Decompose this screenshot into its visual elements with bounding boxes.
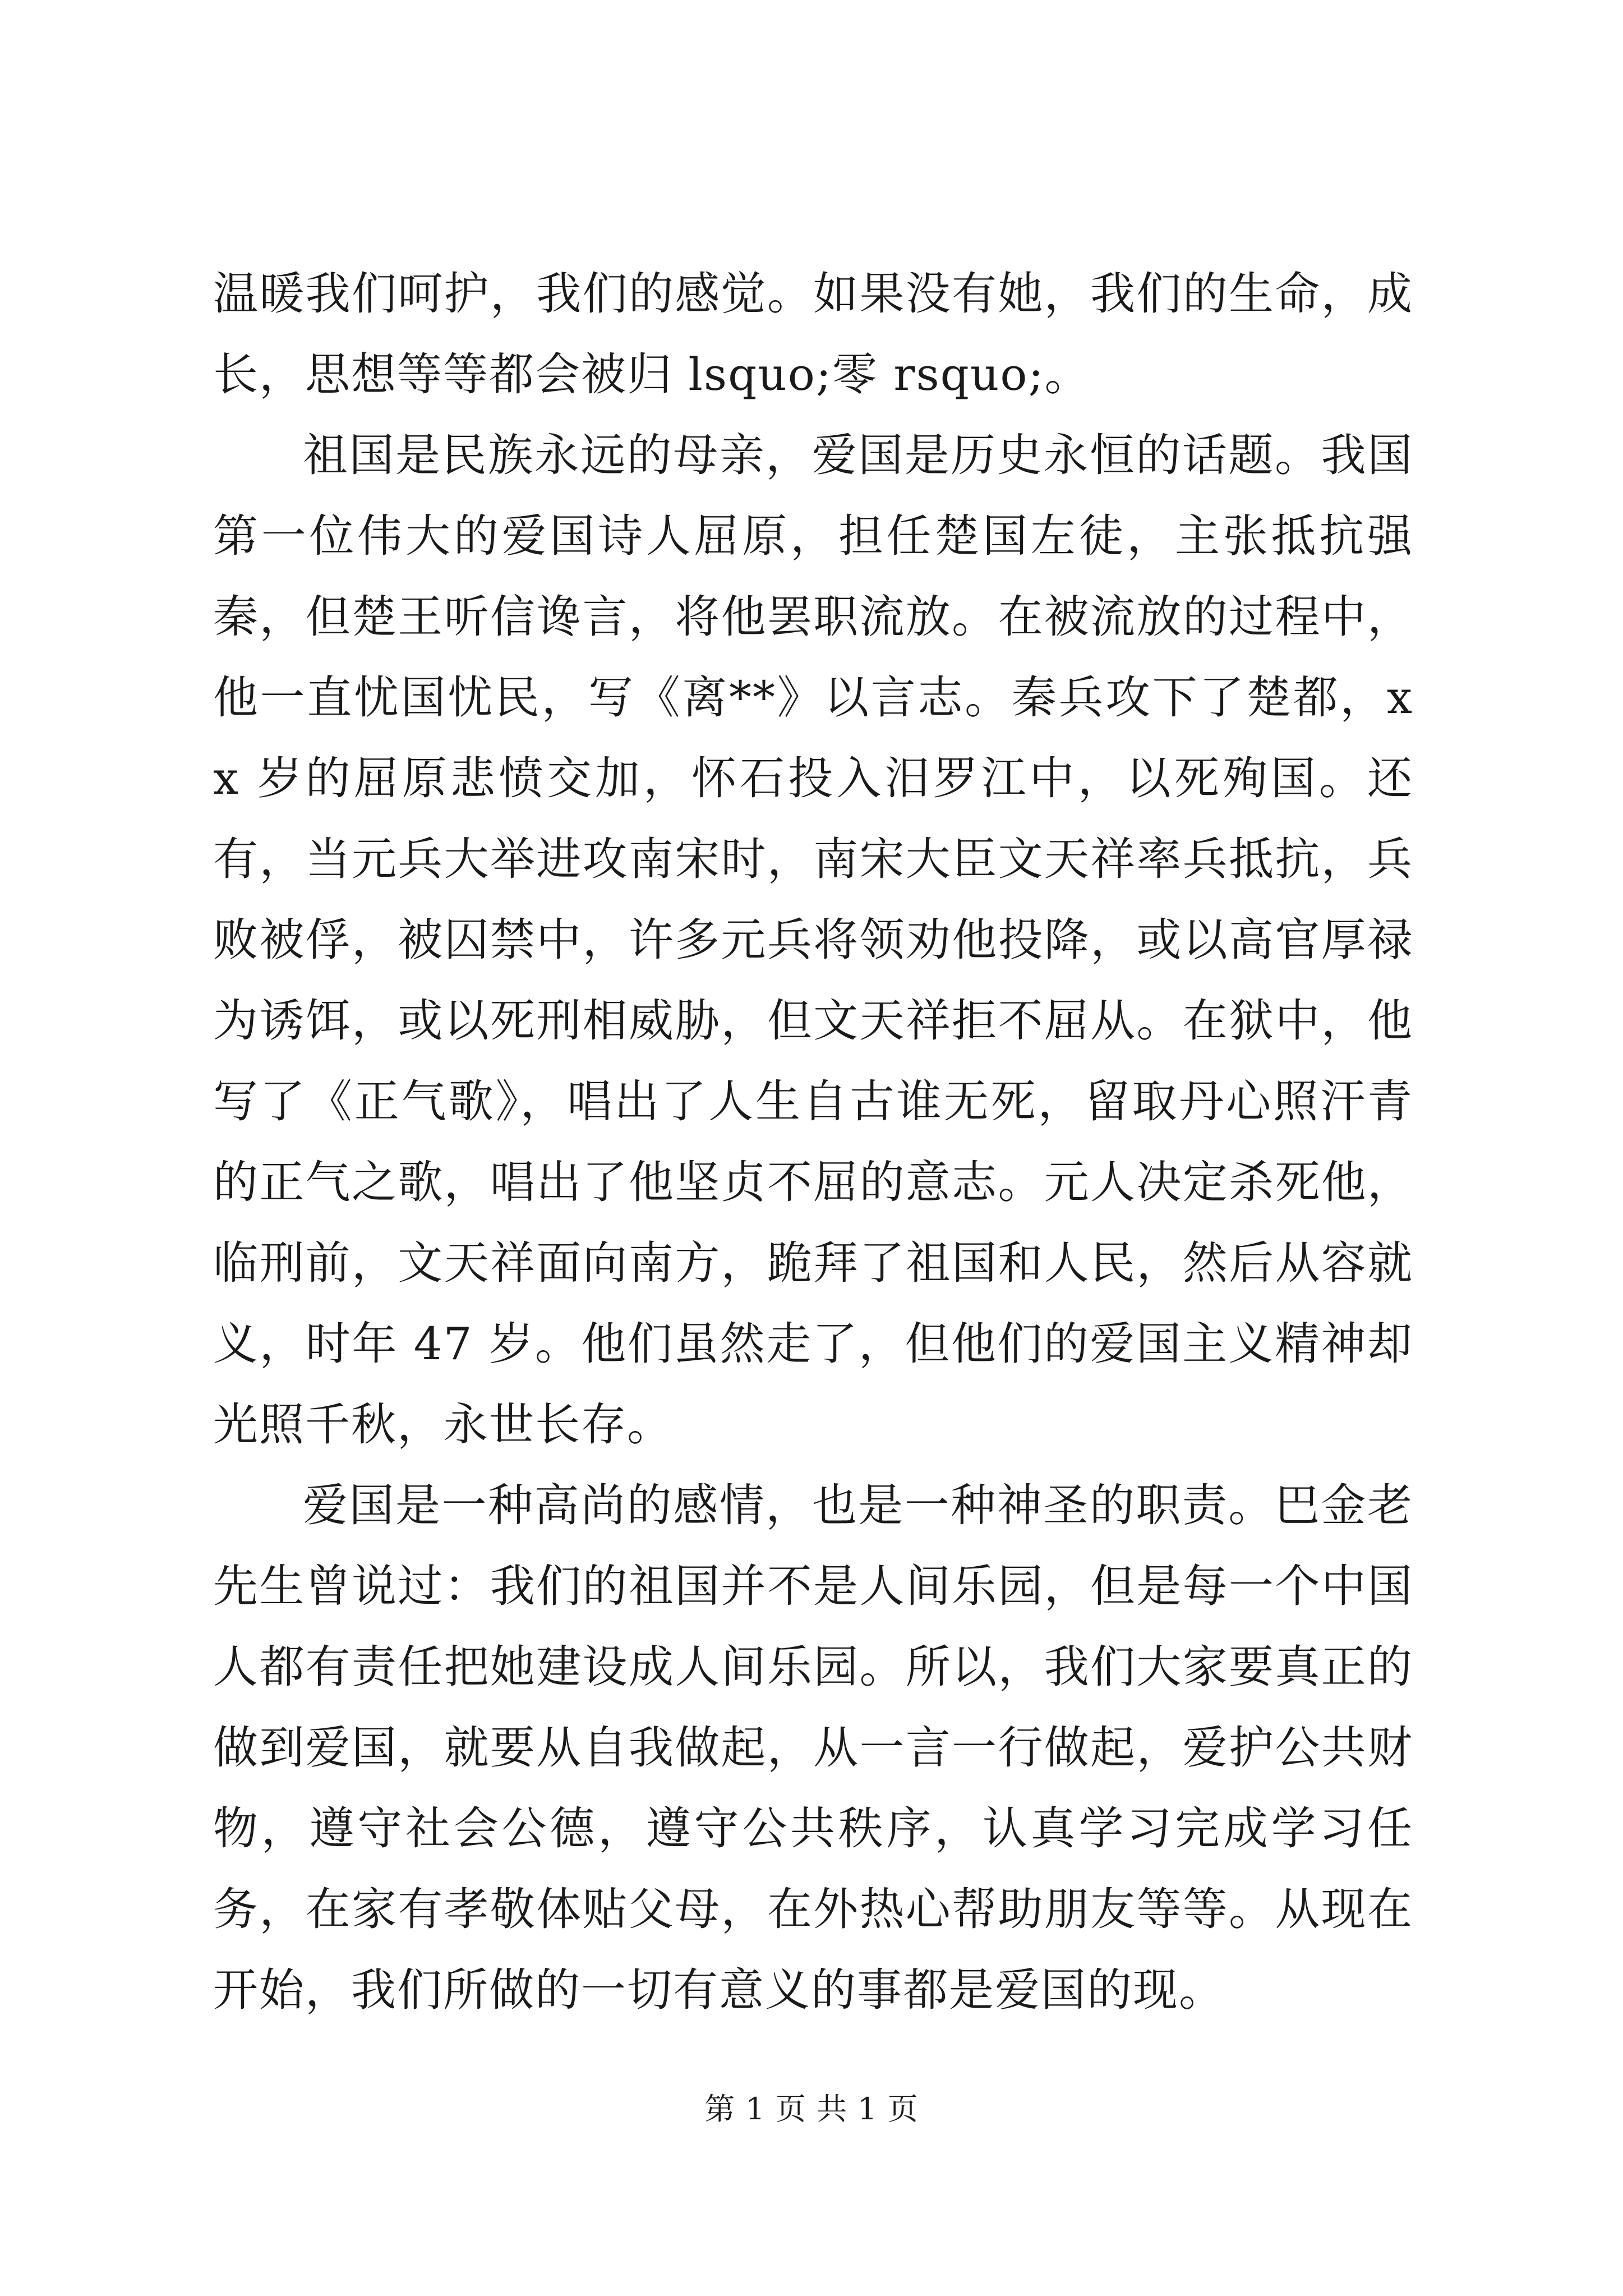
- page-footer: 第 1 页 共 1 页: [704, 2091, 919, 2127]
- paragraph-2: 祖国是民族永远的母亲，爱国是历史永恒的话题。我国第一位伟大的爱国诗人屈原，担任楚国左徒，主张抵抗强秦，但楚王听信谗言，将他罢职流放。在被流放的过程中，他一直忧国忧民，写《离**》以言志。秦兵攻下了楚都，xx 岁的屈原悲愤交加，怀石投入汨罗江中，以死殉国。还有，当元兵大举进攻南宋时，南宋大臣文天祥率兵抵抗，兵败被俘，被囚禁中，许多元兵将领劝他投降，或以高官厚禄为诱饵，或以死刑相威胁，但文天祥拒不屈从。在狱中，他写了《正气歌》，唱出了人生自古谁无死，留取丹心照汗青的正气之歌，唱出了他坚贞不屈的意志。元人决定杀死他，临刑前，文天祥面向南方，跪拜了祖国和人民，然后从容就义，时年 47 岁。他们虽然走了，但他们的爱国主义精神却光照千秋，永世长存。: [213, 429, 1413, 1451]
- document-body: [213, 254, 1413, 2031]
- paragraph-3: 爱国是一种高尚的感情，也是一种神圣的职责。巴金老先生曾说过：我们的祖国并不是人间乐园，但是每一个中国人都有责任把她建设成人间乐园。所以，我们大家要真正的做到爱国，就要从自我做起，从一言一行做起，爱护公共财物，遵守社会公德，遵守公共秩序，认真学习完成学习任务，在家有孝敬体贴父母，在外热心帮助朋友等等。从现在开始，我们所做的一切有意义的事都是爱国的现。: [213, 1479, 1413, 2016]
- paragraph-1: 温暖我们呵护，我们的感觉。如果没有她，我们的生命，成长，思想等等都会被归 lsquo;零 rsquo;。: [213, 268, 1413, 401]
